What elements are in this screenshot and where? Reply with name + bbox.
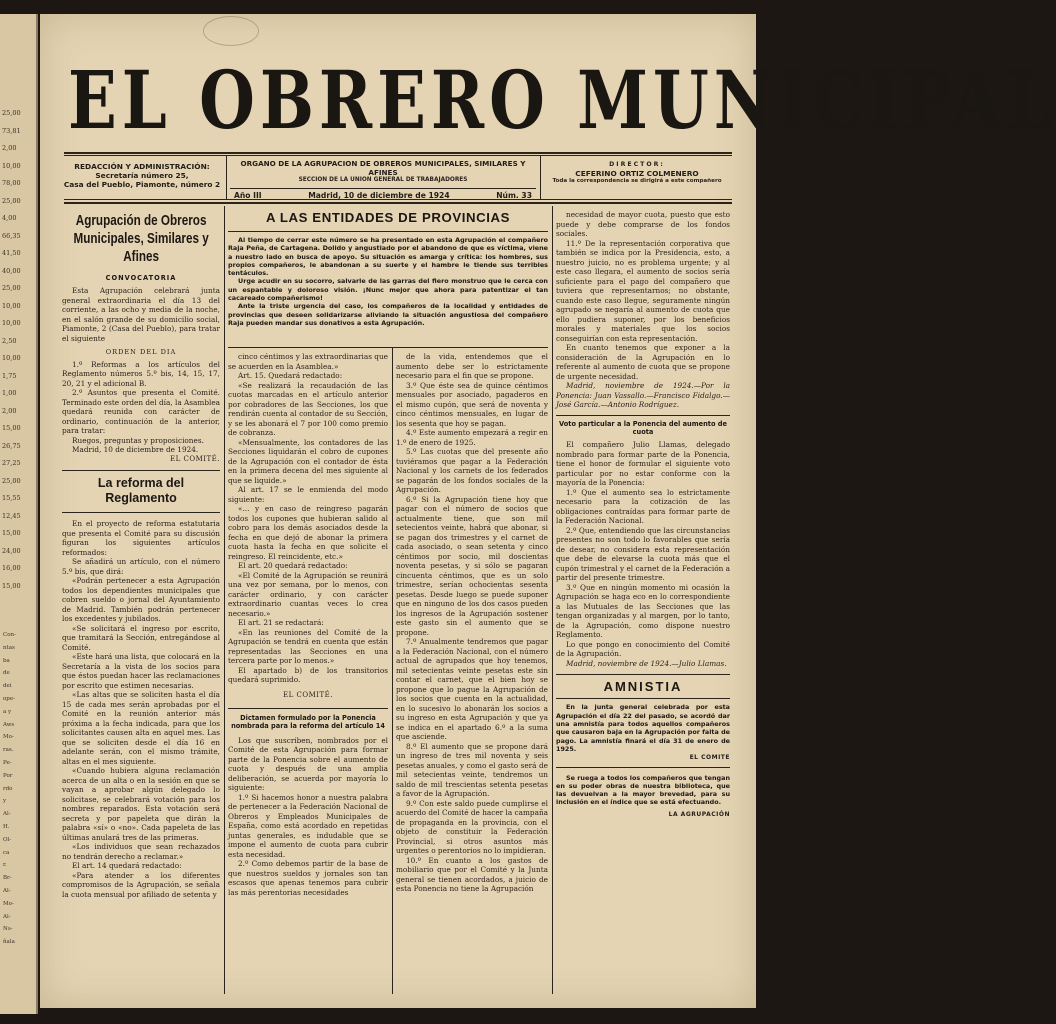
reforma-paragraph: «Cuando hubiera alguna reclamación acerca de un alta o en la sesión en que se vayan a aprobar algún delegado lo solicitase, se celebrará votación para los nombres reparados. Esta votación será secreta y por papeleta que dirán la palabra «sí» o «no». Cada papeleta de las últimas anulará tres de las primeras. <box>62 766 220 842</box>
amnistia-heading: AMNISTIA <box>603 679 683 695</box>
reforma-signature: EL COMITÉ. <box>282 690 333 699</box>
margin-number: 15,00 <box>2 529 21 537</box>
header-rule-bottom <box>64 202 732 204</box>
col1-section-rule <box>62 470 220 471</box>
margin-word: ope- <box>3 696 15 702</box>
convocatoria-text: Esta Agrupación celebrará junta general extraordinaria el día 13 del corriente, a las ocho y media de la noche, en el salón grande de su domicilio social, Piamonte, 2 (Casa del Pueblo), para tratar el siguiente <box>62 286 220 343</box>
section-line: SECCION DE LA UNION GENERAL DE TRABAJADORES <box>298 177 468 183</box>
ruego-signature: LA AGRUPACIÓN <box>668 810 730 818</box>
reforma-paragraph: «Mensualmente, los contadores de las Secciones liquidarán el cobro de cupones de la Agrupación con el contador de ésta en la primera decena del mes siguiente al que se liquide.» <box>228 437 388 485</box>
col1-divider <box>224 348 225 994</box>
margin-word: H. <box>3 824 10 830</box>
margin-number: 1,75 <box>2 371 17 380</box>
dictamen-paragraph: 11.º De la representación corporativa que también se indica por la Presidencia, esto, a nuestro juicio, no es problema urgente; y al este caso llegara, el aumento de socios sería suficiente para el pago del compañero que tuviera que representarnos; no obstante, cuando este caso llegue, seguramente ningún agrupado se negaría al aumento de cuota que ello pudiera suponer, por los beneficios morales y materiales que los socios conseguirían con esta representación. <box>556 238 730 343</box>
margin-number: 10,00 <box>2 301 21 310</box>
reforma-paragraph: «En las reuniones del Comité de la Agrupación se tendrá en cuenta que están representadas las Secciones en una tercera parte por lo menos.» <box>228 627 388 665</box>
director-note: Toda la correspondencia se dirigirá a este compañero <box>552 177 722 184</box>
voto-paragraph: 3.º Que en ningún momento mi ocasión la Agrupación se haga eco en lo correspondiente a las Mutuales de las Secciones que las tengan organizadas y al margen, por lo tanto, de la Agrupación, como dispone nuestro Reglamento. <box>556 582 730 640</box>
margin-number: 15,00 <box>2 581 21 590</box>
header-rule-top <box>64 152 732 154</box>
library-stamp <box>203 16 259 46</box>
margin-word: ca <box>3 849 10 856</box>
margin-number: 10,00 <box>2 319 21 327</box>
header-divider-left <box>226 156 227 199</box>
reforma-paragraph: «Los individuos que sean rechazados no tendrán derecho a reclamar.» <box>62 842 220 861</box>
reforma-paragraph: Se añadirá un artículo, con el número 5.º bis, que dirá: <box>62 557 220 576</box>
dictamen-paragraph: 2.º Como debemos partir de la base de que nuestros sueldos y jornales son tan escasos que apenas tenemos para cubrir las más perentorias necesidades <box>228 859 388 897</box>
ponencia-signatures: Madrid, noviembre de 1924.—Por la Ponencia: Juan Vassallo.—Francisco Fidalgo.—José García.—Antonio Rodríguez. <box>556 381 730 409</box>
director-label: DIRECTOR: <box>609 161 665 168</box>
margin-number: 66,35 <box>2 231 21 240</box>
banner-paragraph-2: Urge acudir en su socorro, salvarle de las garras del fiero monstruo que le cerca con un espantable y doloroso visión. ¡Nunc mejor que ahora para patentizar el tan cacareado compañerismo! <box>228 277 548 303</box>
orden-item-1: 1.º Reformas a los artículos del Reglamento números 5.º bis, 14, 15, 17, 20, 21 y el adicional B. <box>62 359 220 388</box>
dictamen-paragraph: necesidad de mayor cuota, puesto que esto puede y debe comprarse de los fondos sociales. <box>556 210 730 238</box>
margin-word: Ol- <box>3 836 12 843</box>
reforma-paragraph: Al art. 17 se le enmienda del modo siguiente: <box>228 485 388 504</box>
issue-date: Madrid, 10 de diciembre de 1924 <box>308 190 450 200</box>
margin-word: Aws <box>3 721 15 728</box>
reforma-paragraph: En el proyecto de reforma estatutaria que presenta el Comité para su discusión figuran los siguientes artículos reformados: <box>62 519 220 557</box>
reforma-paragraph: «El Comité de la Agrupación se reunirá una vez por semana, por lo menos, con carácter ordinario, y con carácter extraordinario cuantas veces lo crea necesario.» <box>228 570 388 618</box>
reforma-paragraph: «Podrán pertenecer a esta Agrupación todos los dependientes municipales que cobren sueldo o jornal del Ayuntamiento de Madrid. También podrán pertenecer los excedentes y jubilados. <box>62 576 220 624</box>
adjacent-page-strip <box>0 14 38 1014</box>
dictamen-paragraph: Los que suscriben, nombrados por el Comité de esta Agrupación para formar parte de la Ponencia sobre el aumento de cuota y después de una amplia deliberación, se acuerda por mayoría lo siguiente: <box>228 735 388 793</box>
issue-line <box>230 191 536 200</box>
reforma-paragraph: El art. 20 quedará redactado: <box>238 561 348 570</box>
reforma-paragraph: «... y en caso de reingreso pagarán todos los cupones que hubieran salido al cobro para los demás asociados desde la fecha en que dejó de abonar la primera cuota hasta la fecha en que solicite el reingreso. El reincidente, etc.» <box>228 504 388 561</box>
issue-number: Núm. 33 <box>496 190 532 200</box>
dictamen-paragraph: 5.º Las cuotas que del presente año tuviéramos que pagar a la Federación Nacional y los carnets de los federados se pagarán de los fondos sociales de la Agrupación. <box>396 447 548 494</box>
margin-word: Por <box>3 772 13 779</box>
margin-number: 2,00 <box>2 144 17 152</box>
col2-section-rule <box>228 708 388 709</box>
reforma-paragraph: El art. 21 se redactará: <box>238 618 324 627</box>
masthead-title: EL OBRERO MUNICIPAL <box>68 54 1056 148</box>
orden-item-3: Ruegos, preguntas y proposiciones. <box>72 435 204 445</box>
margin-number: 10,00 <box>2 354 21 362</box>
reforma-paragraph: «Se realizará la recaudación de las cuotas marcadas en el artículo anterior por cobradores de las Secciones, los que rendirán cuenta al contador de su Sección, y se les abonará el 7 por 100 como premio de cobranza. <box>228 380 388 437</box>
col3-divider <box>552 206 553 994</box>
margin-word: ntas <box>3 644 15 651</box>
ruego-text: Se ruega a todos los compañeros que tengan en su poder obras de nuestra biblioteca, que las devuelvan a la mayor brevedad, para su inclusión en el índice que se está efectuando. <box>556 773 730 807</box>
margin-number: 15,55 <box>2 494 21 502</box>
convocatoria-label: CONVOCATORIA <box>105 274 177 282</box>
dictamen-paragraph: 9.º Con este saldo puede cumplirse el acuerdo del Comité de hacer la campaña de propaganda en la provincia, con el objeto de constituir la Federación Provincial, si otros asuntos más urgentes o perentorios no lo impidieran. <box>396 798 548 855</box>
provincias-banner <box>228 210 548 346</box>
banner-paragraph-1: Al tiempo de cerrar este número se ha presentado en esta Agrupación el compañero Raja Peña, de Cartagena. Dolido y angustiado por el abandono de que es víctima, viene a nuestro lado en busca de apoyo. Su situación es amarga y crítica: los hombres, sus propios compañeros, le abandonan a su suerte y el hambre le tiende sus terribles tentáculos. <box>228 236 548 278</box>
margin-number: 15,00 <box>2 424 21 432</box>
header-left <box>62 162 222 189</box>
dictamen-paragraph: 10.º En cuanto a los gastos de mobiliario que por el Comité y la Junta general se tienen acordados, a juicio de esta Ponencia no tiene la Agrupación <box>396 855 548 893</box>
margin-word: r. <box>3 862 7 869</box>
voto-paragraph: Lo que pongo en conocimiento del Comité de la Agrupación. <box>556 639 730 659</box>
ruego-rule <box>556 767 730 768</box>
margin-word: de <box>3 670 10 677</box>
column-3 <box>396 352 548 997</box>
voto-signature: Madrid, noviembre de 1924.—Julio Llamas. <box>566 658 727 668</box>
margin-word: Mo- <box>3 900 14 907</box>
dictamen-heading: Dictamen formulado por la Ponencia nombrada para la reforma del artículo 14 <box>231 714 385 731</box>
dictamen-paragraph: 6.º Si la Agrupación tiene hoy que pagar con el número de socios que actualmente tiene, que son mil setecientos veinte, habrá que abonar, si se pagan dos trimestres y el carnet de cada asociado, o sean setenta y cinco céntimos por socio, mil doscientas noventa pesetas, y si sólo se pagaran cincuenta céntimos, que es un solo trimestre, serían ochocientas sesenta pesetas. Desde luego se puede suponer que en ninguno de los dos casos pueden los ingresos de la Agrupación sostener este gasto sin el aumento que se propone. <box>396 494 548 637</box>
header-rule-top-thin <box>64 155 732 156</box>
margin-word: Br- <box>3 875 12 882</box>
amnistia-rule-top <box>556 674 730 675</box>
reforma-paragraph: «Este hará una lista, que colocará en la Secretaría a la vista de los socios para que éstos puedan hacer las reclamaciones por escrito que estimen necesarias. <box>62 652 220 690</box>
margin-word: Pe- <box>3 760 12 766</box>
orden-del-dia: ORDEN DEL DIA <box>105 348 177 357</box>
issue-year: Año III <box>234 190 262 200</box>
banner-paragraph-3: Ante la triste urgencia del caso, los compañeros de la localidad y entidades de provincias que deseen solidarizarse aliviando la situación angustiosa del compañero Raja pueden mandar sus donativos a esta Agrupación. <box>228 302 548 327</box>
margin-word: rdo <box>3 785 13 792</box>
margin-number: 16,00 <box>2 564 21 572</box>
reforma-paragraph: «Las altas que se soliciten hasta el día 15 de cada mes serán aprobadas por el Comité en la reunión anterior más próxima a la fecha indicada, para que los solicitantes causen alta en aquel mes. Las que se soliciten desde el día 16 en adelante serán, con el mismo trámite, altas en el mes siguiente. <box>62 690 220 766</box>
dictamen-paragraph: En cuanto tenemos que exponer a la consideración de la Agrupación en lo referente al aumento de cuota que se propone de urgente necesidad. <box>556 343 730 381</box>
reforma-paragraph: «Se solicitará el ingreso por escrito, que tramitará la Sección, entregándose al Comité. <box>62 623 220 652</box>
editorial-address-1: Secretaría número 25, <box>95 171 189 180</box>
voto-particular-heading: Voto particular a la Ponencia del aumento de cuota <box>559 419 727 436</box>
margin-number: 78,00 <box>2 179 21 187</box>
voto-paragraph: 1.º Que el aumento sea lo estrictamente necesario para la cotización de las obligaciones contraídas para formar parte de la Federación Nacional. <box>556 487 730 526</box>
margin-word: Ns- <box>3 926 13 933</box>
margin-word: Mo- <box>3 734 14 741</box>
dictamen-paragraph: 1.º Si hacemos honor a nuestra palabra de pertenecer a la Federación Nacional de Obreros y Empleados Municipales de España, como está acordado en repetidas juntas generales, es indudable que se impone el aumento de cuota para cubrir esta necesidad. <box>228 792 388 859</box>
banner-bottom-rule <box>228 347 548 348</box>
editorial-address-2: Casa del Pueblo, Piamonte, número 2 <box>63 180 221 189</box>
amnistia-signature: EL COMITE <box>689 754 730 762</box>
column-1 <box>62 212 220 997</box>
margin-number: 25,00 <box>2 109 21 117</box>
margin-word: Al- <box>3 811 11 818</box>
header-divider-right <box>540 156 541 199</box>
margin-number: 2,50 <box>2 336 17 345</box>
margin-word: ras. <box>3 747 14 754</box>
banner-heading: A LAS ENTIDADES DE PROVINCIAS <box>265 210 511 225</box>
dictamen-paragraph: 7.º Anualmente tendremos que pagar a la Federación Nacional, con el número actual de agrupados que hoy tenemos, mil setecientas veinte pesetas este sin contar el carnet, que el bien hoy se propone que lo pague la Agrupación de los socios que cuenta en la actualidad, en lo sucesivo lo abonarán los socios a su ingreso en esta Agrupación y que ya se indica en el apartado 6.º a la suma que asciende. <box>396 637 548 741</box>
header-center <box>230 159 536 200</box>
dictamen-paragraph: 3.º Que éste sea de quince céntimos mensuales por asociado, pagaderos en el mismo cupón, que será de noventa y cinco céntimos mensuales, en lugar de los sesenta que hoy se pagan. <box>396 380 548 428</box>
reforma-paragraph: Art. 15. Quedará redactado: <box>238 371 343 380</box>
director-name: CEFERINO ORTIZ COLMENERO <box>575 168 699 178</box>
margin-number: 73,81 <box>2 126 21 135</box>
col1-divider-top <box>224 206 225 348</box>
margin-number: 12,45 <box>2 511 21 520</box>
margin-number: 25,00 <box>2 284 21 292</box>
margin-number: 25,00 <box>2 476 21 485</box>
amnistia-rule-bottom <box>556 698 730 699</box>
reforma-heading: La reforma del Reglamento <box>97 476 185 506</box>
newspaper-page <box>40 14 1056 1008</box>
margin-word: y <box>3 798 7 805</box>
reforma-paragraph: cinco céntimos y las extraordinarias que se acuerden en la Asamblea.» <box>228 352 388 371</box>
voto-paragraph: 2.º Que, entendiendo que las circunstancias presentes no son todo lo favorables que sería de desear, no considera esta representación que debe de elevarse la cuota más que el cupón trimestral y el carnet de la Federación a partir del presente trimestre. <box>556 525 730 583</box>
margin-word: Al- <box>3 888 11 894</box>
reforma-paragraph: «Para atender a los diferentes compromisos de la Agrupación, se señala la cuota mensual por afiliado de setenta y <box>62 870 220 899</box>
header-center-rule <box>230 188 536 189</box>
margin-word: Con- <box>3 632 16 638</box>
margin-number: 26,75 <box>2 441 21 450</box>
dictamen-paragraph: de la vida, entendemos que el aumento debe ser lo estrictamente necesario para el fin que se propone. <box>396 352 548 380</box>
reforma-paragraph: El apartado b) de los transitorios quedará suprimido. <box>228 665 388 684</box>
column-2 <box>228 352 388 997</box>
col1-heading: Agrupación de Obreros Municipales, Similares y Afines <box>73 212 209 265</box>
organ-line: ORGANO DE LA AGRUPACION DE OBREROS MUNICIPALES, SIMILARES Y AFINES <box>240 159 526 177</box>
margin-word: ba <box>3 657 10 664</box>
convocatoria-date: Madrid, 10 de diciembre de 1924. <box>72 445 199 455</box>
orden-item-2: 2.º Asuntos que presenta el Comité. Terminado este orden del día, la Asamblea quedará reunida con carácter de ordinario, continuación de la anterior, para tratar: <box>62 388 220 436</box>
reforma-paragraph: El art. 14 quedará redactado: <box>72 861 182 871</box>
margin-number: 41,50 <box>2 249 21 257</box>
col1-section-rule-2 <box>62 512 220 513</box>
dictamen-paragraph: 4.º Este aumento empezará a regir en 1.º de enero de 1925. <box>396 428 548 447</box>
editorial-label: REDACCIÓN Y ADMINISTRACIÓN: <box>74 162 210 171</box>
convocatoria-signature: EL COMITÉ. <box>169 454 220 463</box>
margin-number: 2,00 <box>2 406 17 415</box>
margin-word: dei <box>3 683 12 690</box>
margin-number: 1,00 <box>2 389 17 397</box>
banner-rule <box>228 231 548 232</box>
margin-word: ñala <box>3 939 15 946</box>
margin-number: 27,25 <box>2 459 21 467</box>
amnistia-text: En la junta general celebrada por esta Agrupación el día 22 del pasado, se acordó dar una amnistía para todos aquellos compañeros que causaron baja en la Agrupación por falta de pago. La amnistía finará el día 31 de enero de 1925. <box>556 703 730 753</box>
col4-section-rule <box>556 415 730 416</box>
margin-word: a y <box>3 708 12 715</box>
margin-number: 40,00 <box>2 266 21 275</box>
margin-number: 25,00 <box>2 196 21 205</box>
margin-number: 4,00 <box>2 214 17 222</box>
margin-number: 10,00 <box>2 161 21 170</box>
voto-paragraph: El compañero Julio Llamas, delegado nombrado para formar parte de la Ponencia, tiene el honor de formular el siguiente voto particular por no estar conforme con la mayoría de la Ponencia: <box>556 440 730 488</box>
margin-number: 24,00 <box>2 546 21 555</box>
header-right <box>544 161 730 185</box>
dictamen-paragraph: 8.º El aumento que se propone dará un ingreso de tres mil noventa y seis pesetas anuales, y como el gasto será de mil setecientas veinte, tendremos un saldo de mil trescientas setenta pesetas a favor de la Agrupación. <box>396 741 548 798</box>
col2-divider <box>392 348 393 994</box>
column-4 <box>556 210 730 996</box>
margin-word: Al- <box>3 913 11 920</box>
